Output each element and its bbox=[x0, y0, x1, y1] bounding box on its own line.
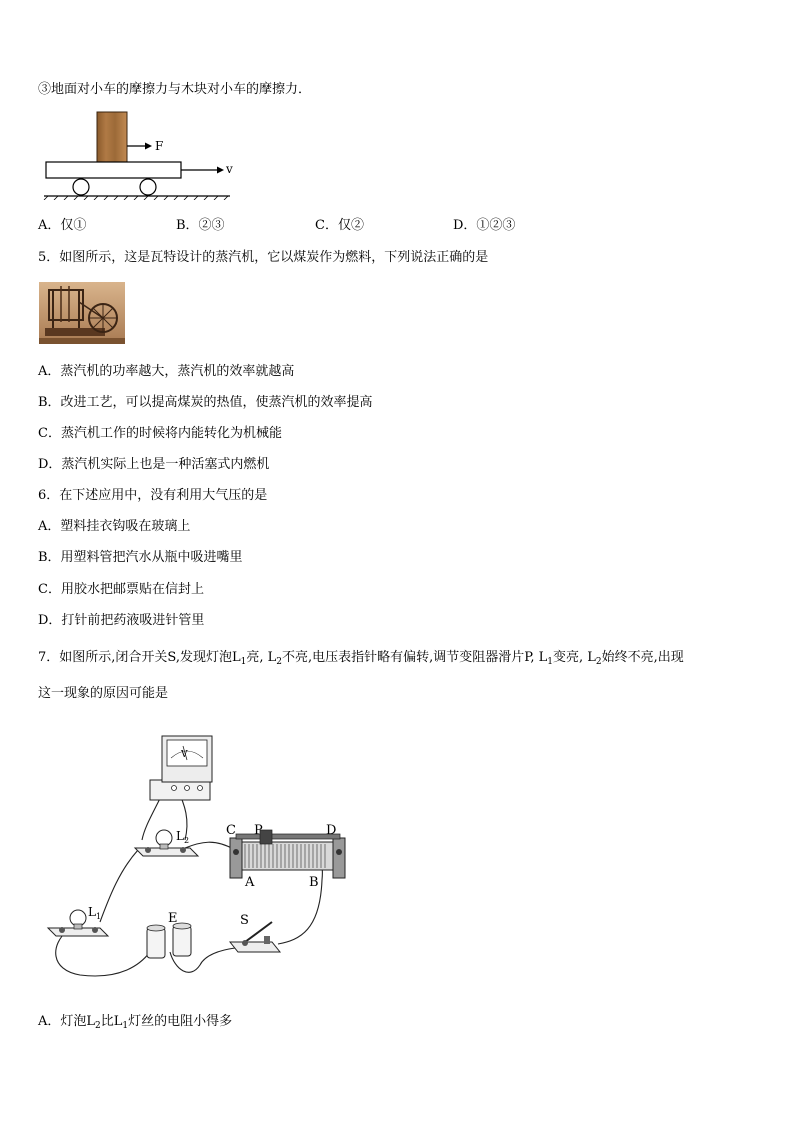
wood-block bbox=[97, 112, 127, 162]
voltmeter-label: V bbox=[181, 750, 188, 760]
q4-option-b: B．②③ bbox=[176, 218, 225, 233]
battery-e bbox=[147, 923, 191, 958]
q5-option-a: A．蒸汽机的功率越大，蒸汽机的效率就越高 bbox=[38, 364, 295, 379]
q7-stem-line1: 7．如图所示,闭合开关S,发现灯泡$L_1$亮, $L_2$不亮,电压表指针略有偏转,调节变阻器滑片P, $L_1$变亮, $L_2$始终不亮,出现 bbox=[38, 650, 684, 667]
velocity-arrow-icon bbox=[217, 167, 224, 174]
q5-option-c: C．蒸汽机工作的时候将内能转化为机械能 bbox=[38, 426, 282, 441]
steam-engine-photo bbox=[39, 282, 125, 344]
force-arrow-icon bbox=[145, 143, 152, 150]
q4-option-a: A．仅① bbox=[38, 218, 87, 233]
terminal-b-label: B bbox=[309, 875, 319, 890]
cart-block-figure bbox=[40, 110, 240, 200]
q6-option-c: C．用胶水把邮票贴在信封上 bbox=[38, 582, 204, 597]
q6-option-b: B．用塑料管把汽水从瓶中吸进嘴里 bbox=[38, 550, 243, 565]
q6-option-a: A．塑料挂衣钩吸在玻璃上 bbox=[38, 519, 191, 534]
q7-stem-line2: 这一现象的原因可能是 bbox=[38, 686, 169, 701]
q6-option-d: D．打针前把药液吸进针管里 bbox=[38, 613, 205, 628]
q5-option-b: B．改进工艺，可以提高煤炭的热值，使蒸汽机的效率提高 bbox=[38, 395, 373, 410]
q4-option-d: D．①②③ bbox=[453, 218, 516, 233]
q6-stem: 6．在下述应用中，没有利用大气压的是 bbox=[38, 488, 268, 503]
circuit-figure bbox=[40, 730, 360, 990]
cart-wheel-left bbox=[73, 179, 89, 195]
q4-item3: ③地面对小车的摩擦力与木块对小车的摩擦力． bbox=[38, 82, 312, 97]
q5-option-d: D．蒸汽机实际上也是一种活塞式内燃机 bbox=[38, 457, 270, 472]
voltmeter bbox=[150, 736, 212, 800]
battery-e-label: E bbox=[168, 911, 178, 926]
q5-stem: 5．如图所示，这是瓦特设计的蒸汽机，它以煤炭作为燃料，下列说法正确的是 bbox=[38, 250, 489, 265]
terminal-d-label: D bbox=[326, 823, 337, 838]
terminal-a-label: A bbox=[245, 875, 255, 890]
cart-board bbox=[46, 162, 181, 178]
force-label: F bbox=[155, 139, 164, 153]
l1-label: $L_1$ bbox=[88, 905, 102, 921]
slider-p-label: P bbox=[254, 823, 263, 838]
switch-s-label: S bbox=[240, 913, 249, 928]
l2-label: $L_2$ bbox=[176, 829, 190, 845]
velocity-label: v bbox=[226, 162, 233, 176]
q4-option-c: C．仅② bbox=[315, 218, 364, 233]
q7-option-a: A．灯泡$L_2$比$L_1$灯丝的电阻小得多 bbox=[38, 1014, 233, 1031]
switch-s bbox=[230, 922, 280, 952]
cart-wheel-right bbox=[140, 179, 156, 195]
terminal-c-label: C bbox=[226, 823, 236, 838]
